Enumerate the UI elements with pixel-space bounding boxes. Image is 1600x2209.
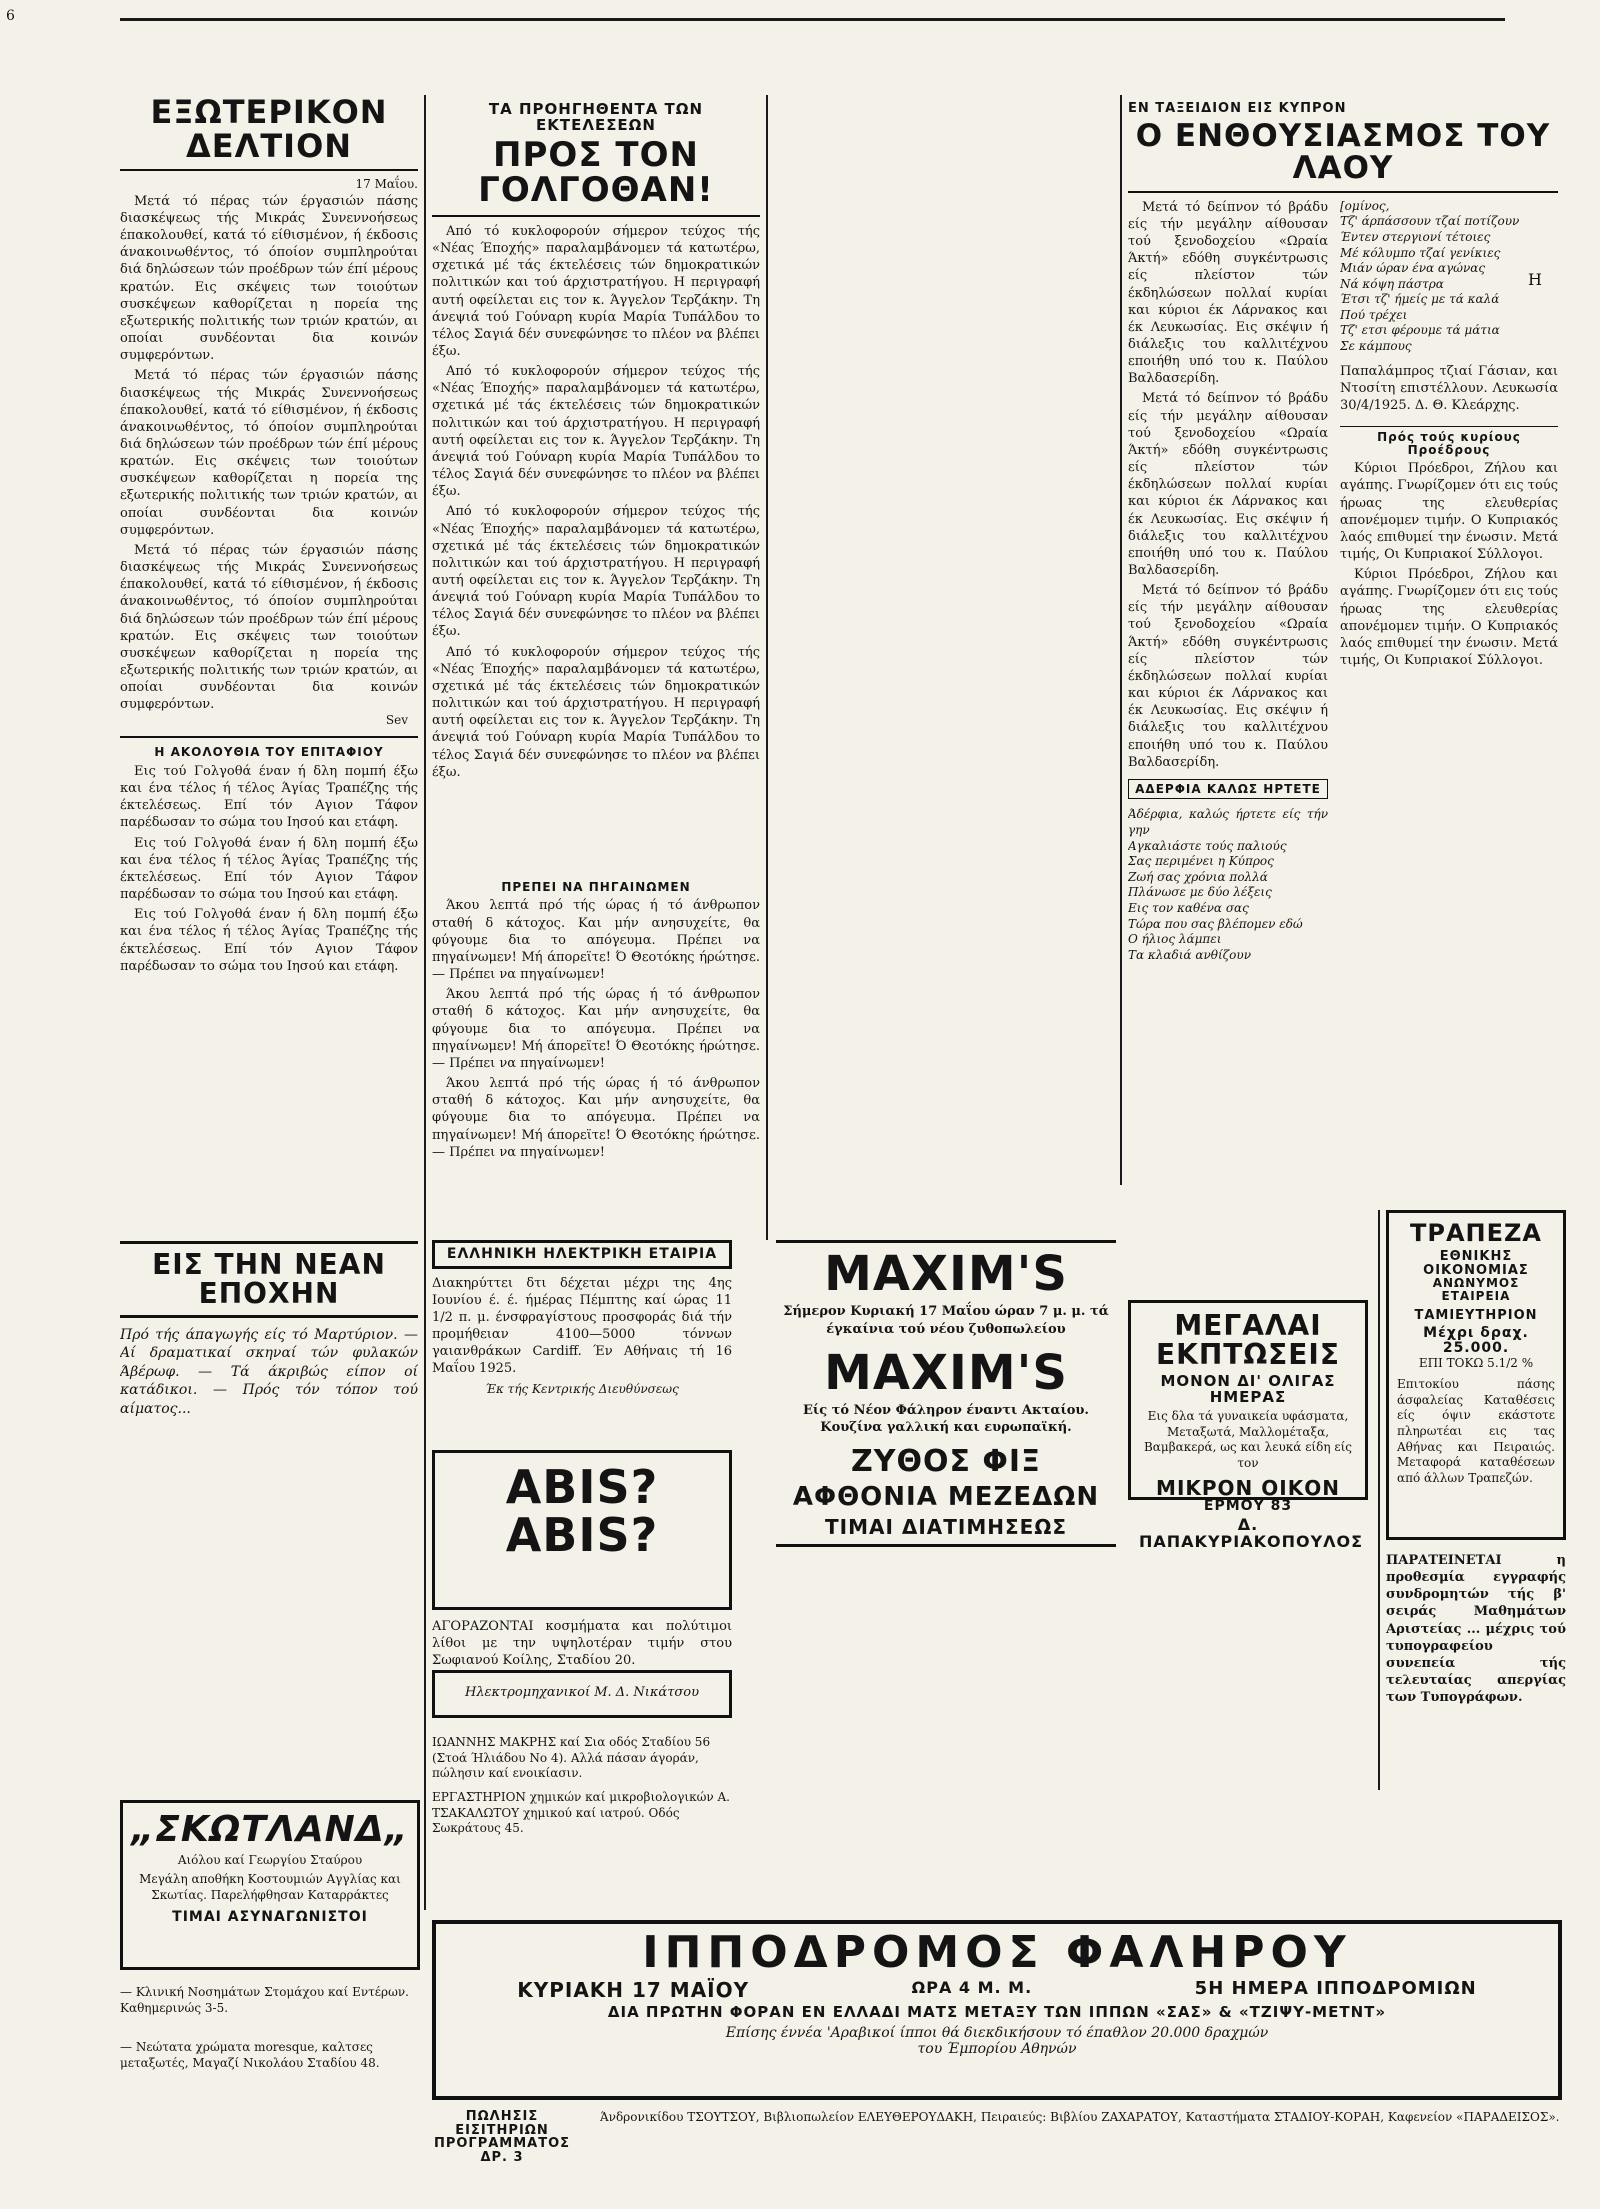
column-golgotha [432, 20, 760, 1240]
skotland-ad [120, 1800, 420, 1970]
verse-line: Τζ' ετσι φέρουμε τά μάτια [1340, 323, 1500, 338]
presidents-headline: Πρός τούς κυρίους Προέδρους [1340, 426, 1558, 456]
bulletin-paragraph: Μετά τό πέρας τών έργασιών πάσης διασκέψεως τής Μικράς Συνεννοήσεως έπακολουθεί, κατά τό είθισμένον, ή έκδοσις άνακοινωθέντος, τό όποίον συμπληρούται διά δηλώσεων τών προέδρων τών έπί μέρους κρατών. Εις σκέψεις των τοιούτων συσκέψεων καθορίζεται η πορεία της εξωτερικής πολιτικής των τριών κρατών, αι οποίαι συνδέονται δια κοινών συμφερόντων. [120, 368, 418, 538]
poem-line: Εις τον καθένα σας [1128, 901, 1249, 916]
skotland-title: „ΣΚΩΤΛΑΝΔ„ [131, 1809, 409, 1850]
epitaph-paragraph: Εις τού Γολγοθά έναν ή δλη πομπή έξω και ένα τέλος ή τέλος Άγίας Τραπέζης τής έκτελέσεως. Επί τόν Αγιον Τάφον παρέδωσαν το σώμα του Ιησού και ετάφη. [120, 907, 418, 974]
mikron-oikon: ΜΙΚΡΟΝ ΟΙΚΟΝ [1156, 1475, 1340, 1500]
bulletin-date: 17 Μαΐου. [355, 177, 418, 192]
discounts-subhead: ΜΟΝΟΝ ΔΙ' ΟΛΙΓΑΣ ΗΜΕΡΑΣ [1160, 1371, 1336, 1406]
must-go-headline: ΠΡΕΠΕΙ ΝΑ ΠΗΓΑΙΝΩΜΕΝ [501, 879, 691, 894]
page-mark-right: Η [1528, 270, 1542, 289]
new-era-headline: ΕΙΣ ΤΗΝ ΝΕΑΝ ΕΠΟΧΗΝ [120, 1241, 418, 1318]
stockings-ad: — Νεώτατα χρώματα moresque, καλτσες μεταξωτές, Μαγαζί Νικολάου Σταδίου 48. [120, 2040, 380, 2070]
foreign-bulletin-headline: ΕΞΩΤΕΡΙΚΟΝ ΔΕΛΤΙΟΝ [120, 96, 418, 171]
abis-line-2: ABIS? [505, 1508, 659, 1563]
papakyriakopoulos: Δ. ΠΑΠΑΚΥΡΙΑΚΟΠΟΥΛΟΣ [1139, 1515, 1364, 1552]
golgotha-headline: ΠΡΟΣ ΤΟΝ ΓΟΛΓΟΘΑΝ! [432, 138, 760, 217]
hippodrome-title: ΙΠΠΟΔΡΟΜΟΣ ΦΑΛΗΡΟΥ [642, 1927, 1352, 1978]
bank-headline: ΤΡΑΠΕΖΑ [1410, 1219, 1542, 1247]
poem-line: Άδέρφια, καλώς ήρτετε είς τήν γην [1128, 807, 1328, 838]
verse-line: Μιάν ώραν ένα αγώνας [1340, 261, 1486, 276]
cyprus-paragraph: Μετά τό δείπνον τό βράδυ είς τήν μεγάλην αίθουσαν τού ξενοδοχείου «Ωραία Άκτή» εδόθη συγκέντρωσις είς πλείστον τών έκδηλώσεων πολλαί κυρίαι και κύριοι έκ Λάρνακος και έκ Λευκωσίας. Εις σκέψιν ή διάλεξις του καλλιτέχνου εποιήθη υπό του κ. Παύλου Βαλδασερίδη. [1128, 391, 1328, 579]
electric-company-headline: ΕΛΛΗΝΙΚΗ ΗΛΕΚΤΡΙΚΗ ΕΤΑΙΡΙΑ [432, 1240, 732, 1269]
electro-engineer-ad: Ηλεκτρομηχανικοί Μ. Δ. Νικάτσου [432, 1670, 732, 1718]
verse-line: Έντεν στεργιονί τέτοιες [1340, 229, 1491, 244]
poem-line: Τώρα που σας βλέπομεν εδώ [1128, 916, 1303, 931]
presidents-body [1340, 460, 1558, 669]
page-mark-left: 6 [6, 8, 15, 24]
column-divider-3 [1120, 95, 1122, 1185]
cyprus-signoff: Παπαλάμπρος τζιαί Γάσιαν, και Ντοσίτη επιστέλλουν. Λευκωσία 30/4/1925. Δ. Θ. Κλεάρχης. [1340, 363, 1558, 413]
verse-line: Έτσι τζ' ήμείς με τά καλά [1340, 292, 1500, 307]
hippodrome-day: 5Η ΗΜΕΡΑ ΙΠΠΟΔΡΟΜΙΩΝ [1194, 1978, 1477, 2000]
welcome-poem [1128, 807, 1328, 963]
bank-ad [1386, 1210, 1566, 1540]
maxims-opening: Σήμερον Κυριακή 17 Μαΐου ώραν 7 μ. μ. τά έγκαίνια τού νέου ζυθοπωλείου [783, 1304, 1109, 1337]
verse-line: [ομίνος, [1340, 198, 1390, 213]
presidents-paragraph: Κύριοι Πρόεδροι, Ζήλου και αγάπης. Γνωρίζομεν ότι εις τούς ήρωας της ελευθερίας απονέμομεν τιμήν. Ο Κυπριακός λαός επιθυμεί την ένωσιν. Μετά τιμής, Οι Κυπριακοί Σύλλογοι. [1340, 567, 1558, 669]
ermou-address: ΕΡΜΟΥ 83 [1203, 1497, 1293, 1514]
electric-company-body: Διακηρύττει δτι δέχεται μέχρι της 4ης Ιουνίου έ. έ. ήμέρας Πέμπτης καί ώρας 11 1/2 π. μ. ένσφραγίστους προσφοράς διά τήν προμήθειαν 4100—5000 τόννων γαιανθράκων Cardiff. Έν Αθήναις τή 16 Μαΐου 1925. [432, 1275, 732, 1377]
verse-line: Νά κόψη πάστρα [1340, 276, 1444, 291]
must-go-paragraph: Άκου λεπτά πρό τής ώρας ή τό άνθρωπον σταθή δ κάτοχος. Και μήν ανησυχείτε, θα φύγουμε δια το απόγευμα. Πρέπει να πηγαίνωμεν! Μή άπορεϊτε! Ό Θεοτόκης ήρώτησε. — Πρέπει να πηγαίνωμεν! [432, 898, 760, 983]
golgotha-paragraph: Από τό κυκλοφορούν σήμερον τεύχος τής «Νέας Έποχής» παραλαμβάνομεν τά κατωτέρω, σχετικά μέ τάς έκτελέσεις τών δημοκρατικών πολιτικών και τού άρχιστρατήγου. Η περιγραφή αυτή οφείλεται εις τον κ. Άγγελον Τερζάκην. Τη άνεψιά τού Γούναρη κυρία Μαρία Τυπάλδου το τέλος Σαγιά δέν συνεφώνησε το πλέον να βλέπει έξω. [432, 644, 760, 780]
bank-interest: ΕΠΙ ΤΟΚΩ 5.1/2 % [1418, 1355, 1534, 1370]
must-go-body [432, 897, 760, 1240]
maxims-snacks: ΑΦΘΟΝΙΑ ΜΕΖΕΔΩΝ [792, 1481, 1100, 1512]
bank-body: Επιτοκίου πάσης άσφαλείας Καταθέσεις είς όψιν εκάστοτε πληρωτέαι εις τας Αθήνας και Πειραιώς. Μεταφορά καταθέσεων από άλλων Τραπεζών. [1397, 1377, 1555, 1485]
maxims-title-2: MAXIM'S [824, 1344, 1068, 1401]
bulletin-paragraph: Μετά τό πέρας τών έργασιών πάσης διασκέψεως τής Μικράς Συνεννοήσεως έπακολουθεί, κατά τό είθισμένον, ή έκδοσις άνακοινωθέντος, τό όποίον συμπληρούται διά δηλώσεων τών προέδρων τών έπί μέρους κρατών. Εις σκέψεις των τοιούτων συσκέψεων καθορίζεται η πορεία της εξωτερικής πολιτικής των τριών κρατών, αι οποίαι συνδέονται δια κοινών συμφερόντων. [120, 193, 418, 364]
subscription-notice: ΠΑΡΑΤΕΙΝΕΤΑΙ η προθεσμία εγγραφής συνδρομητών τής β' σειράς Μαθημάτων Αριστείας ... μέχρις τού τυπογραφείου συνεπεία τής τελευταίας απεργίας των Τυπογράφων. [1386, 1553, 1566, 1706]
column-divider-1 [424, 95, 426, 1910]
hippodrome-tickets [432, 2110, 572, 2165]
epitaph-headline: Η ΑΚΟΛΟΥΘΙΑ ΤΟΥ ΕΠΙΤΑΦΙΟΥ [154, 745, 384, 760]
column-cyprus [1128, 20, 1558, 1180]
savings-bank: ΤΑΜΙΕΥΤΗΡΙΟΝ [1414, 1307, 1538, 1323]
hippodrome-tickets-1: ΠΩΛΗΣΙΣ ΕΙΣΙΤΗΡΙΩΝ [455, 2109, 549, 2138]
clinic-ad: — Κλινική Νοσημάτων Στομάχου καί Εντέρων. Καθημερινώς 3-5. [120, 1985, 409, 2015]
maxims-prices: ΤΙΜΑΙ ΔΙΑΤΙΜΗΣΕΩΣ [776, 1517, 1116, 1547]
discounts-body: Εις δλα τά γυναικεία υφάσματα, Μεταξωτά, Μαλλομέταξα, Βαμβακερά, ως και λευκά είδη είς τον [1143, 1409, 1353, 1471]
discounts-headline: ΜΕΓΑΛΑΙ ΕΚΠΤΩΣΕΙΣ [1156, 1309, 1340, 1372]
electric-company-signature: Έκ τής Κεντρικής Διευθύνσεως [485, 1381, 679, 1396]
hippodrome-time: ΩΡΑ 4 Μ. Μ. [911, 1978, 1033, 1998]
epitaph-body [120, 763, 418, 1233]
column-foreign-bulletin [120, 20, 418, 1900]
hippodrome-tickets-2: ΠΡΟΓΡΑΜΜΑΤΟΣ ΔΡ. 3 [433, 2136, 571, 2165]
abis-body: ΑΓΟΡΑΖΟΝΤΑΙ κοσμήματα και πολύτιμοι λίθοι με την υψηλοτέραν τιμήν στου Σωφιανού Κοίλης, Σταδίου 20. [432, 1619, 732, 1669]
golgotha-body [432, 223, 760, 873]
poem-line: Σας περιμένει η Κύπρος [1128, 854, 1274, 869]
hippodrome-sellers: Άνδρονικίδου ΤΣΟΥΤΣΟΥ, Βιβλιοπωλείον ΕΛΕΥΘΕΡΟΥΔΑΚΗ, Πειραιεύς: Βιβλίου ΖΑΧΑΡΑΤΟΥ, Καταστήματα ΣΤΑΔΙΟΥ-ΚΟΡΑΗ, Καφενείον «ΠΑΡΑΔΕΙΣΟΣ». [600, 2110, 1560, 2124]
poem-line: Ο ήλιος λάμπει [1128, 932, 1222, 947]
cyprus-body-right [1340, 199, 1558, 1180]
new-era-body: Πρό τής άπαγωγής είς τό Μαρτύριον. — Αί δραματικαί σκηναί τών φυλακών Άβέρωφ. — Τά άκριβώς είπον οί κατάδικοι. — Πρός τόν τόπον τού αίματος... [120, 1326, 418, 1417]
bank-amount: Μέχρι δραχ. 25.000. [1423, 1325, 1529, 1356]
abis-line-1: ABIS? [505, 1460, 659, 1514]
cyprus-paragraph: Μετά τό δείπνον τό βράδυ είς τήν μεγάλην αίθουσαν τού ξενοδοχείου «Ωραία Άκτή» εδόθη συγκέντρωσις είς πλείστον τών έκδηλώσεων πολλαί κυρίαι και κύριοι έκ Λάρνακος και έκ Λευκωσίας. Εις σκέψιν ή διάλεξις του καλλιτέχνου εποιήθη υπό του κ. Παύλου Βαλδασερίδη. [1128, 583, 1328, 770]
cyprus-headline: Ο ΕΝΘΟΥΣΙΑΣΜΟΣ ΤΟΥ ΛΑΟΥ [1128, 120, 1558, 193]
verse-line: Πού τρέχει [1340, 307, 1408, 322]
poem-line: Ζωή σας χρόνια πολλά [1128, 869, 1268, 884]
verse-line: Σε κάμπους [1340, 339, 1412, 354]
bulletin-body [120, 193, 418, 713]
welcome-headline: ΑΔΕΡΦΙΑ ΚΑΛΩΣ ΗΡΤΕΤΕ [1128, 779, 1328, 800]
verse-line: Μέ κόλυμπο τζαί γενίκιες [1340, 245, 1501, 260]
abis-ad [432, 1450, 732, 1610]
poem-line: Πλάνωσε με δύο λέξεις [1128, 885, 1272, 900]
verse-line: Τζ' άρπάσσουν τζαί ποτίζουν [1340, 214, 1520, 229]
bank-company: ΑΝΩΝΥΜΟΣ ΕΤΑΙΡΕΙΑ [1432, 1276, 1520, 1304]
cyprus-paragraph: Μετά τό δείπνον τό βράδυ είς τήν μεγάλην αίθουσαν τού ξενοδοχείου «Ωραία Άκτή» εδόθη συγκέντρωσις είς πλείστον τών έκδηλώσεων πολλαί κυρίαι και κύριοι έκ Λάρνακος και έκ Λευκωσίας. Εις σκέψιν ή διάλεξις του καλλιτέχνου εποιήθη υπό του κ. Παύλου Βαλδασερίδη. [1128, 199, 1328, 387]
verse-block [1340, 199, 1558, 355]
maxims-beer: ΖΥΘΟΣ ΦΙΞ [850, 1444, 1042, 1480]
hippodrome-ad [432, 1920, 1562, 2100]
bulletin-paragraph: Μετά τό πέρας τών έργασιών πάσης διασκέψεως τής Μικράς Συνεννοήσεως έπακολουθεί, κατά τό είθισμένον, ή έκδοσις άνακοινωθέντος, τό όποίον συμπληρούται διά δηλώσεων τών προέδρων τών έπί μέρους κρατών. Εις σκέψεις των τοιούτων συσκέψεων καθορίζεται η πορεία της εξωτερικής πολιτικής των τριών κρατών, αι οποίαι συνδέονται δια κοινών συμφερόντων. [120, 542, 418, 713]
discounts-ad [1128, 1300, 1368, 1552]
cyprus-kicker: ΕΝ ΤΑΞΕΙΔΙΟΝ ΕΙΣ ΚΥΠΡΟΝ [1128, 101, 1347, 116]
epitaph-paragraph: Εις τού Γολγοθά έναν ή δλη πομπή έξω και ένα τέλος ή τέλος Άγίας Τραπέζης τής έκτελέσεως. Επί τόν Αγιον Τάφον παρέδωσαν το σώμα του Ιησού και ετάφη. [120, 763, 418, 831]
golgotha-paragraph: Από τό κυκλοφορούν σήμερον τεύχος τής «Νέας Έποχής» παραλαμβάνομεν τά κατωτέρω, σχετικά μέ τάς έκτελέσεις τών δημοκρατικών πολιτικών και τού άρχιστρατήγου. Η περιγραφή αυτή οφείλεται εις τον κ. Άγγελον Τερζάκην. Τη άνεψιά τού Γούναρη κυρία Μαρία Τυπάλδου το τέλος Σαγιά δέν συνεφώνησε το πλέον να βλέπει έξω. [432, 223, 760, 359]
epitaph-paragraph: Εις τού Γολγοθά έναν ή δλη πομπή έξω και ένα τέλος ή τέλος Άγίας Τραπέζης τής έκτελέσεως. Επί τόν Αγιον Τάφον παρέδωσαν το σώμα του Ιησού και ετάφη. [120, 835, 418, 903]
skotland-prices: ΤΙΜΑΙ ΑΣΥΝΑΓΩΝΙΣΤΟΙ [172, 1908, 368, 1925]
hippodrome-row [436, 1980, 1558, 2001]
lab-ad: ΕΡΓΑΣΤΗΡΙΟΝ χημικών καί μικροβιολογικών Α. ΤΣΑΚΑΛΩΤΟΥ χημικού καί ιατρού. Οδός Σωκράτους 45. [432, 1790, 730, 1836]
presidents-paragraph: Κύριοι Πρόεδροι, Ζήλου και αγάπης. Γνωρίζομεν ότι εις τούς ήρωας της ελευθερίας απονέμομεν τιμήν. Ο Κυπριακός λαός επιθυμεί την ένωσιν. Μετά τιμής, Οι Κυπριακοί Σύλλογοι. [1340, 461, 1558, 563]
poem-line: Αγκαλιάστε τούς παλιούς [1128, 838, 1287, 853]
golgotha-paragraph: Από τό κυκλοφορούν σήμερον τεύχος τής «Νέας Έποχής» παραλαμβάνομεν τά κατωτέρω, σχετικά μέ τάς έκτελέσεις τών δημοκρατικών πολιτικών και τού άρχιστρατήγου. Η περιγραφή αυτή οφείλεται εις τον κ. Άγγελον Τερζάκην. Τη άνεψιά τού Γούναρη κυρία Μαρία Τυπάλδου το τέλος Σαγιά δέν συνεφώνησε το πλέον να βλέπει έξω. [432, 364, 760, 500]
skotland-owners: Αιόλου καί Γεωργίου Σταύρου [177, 1852, 363, 1867]
makris-ad: ΙΩΑΝΝΗΣ ΜΑΚΡΗΣ καί Σια οδός Σταδίου 56 (Στοά Ήλιάδου Νο 4). Αλλά πάσαν άγοράν, πώλησιν καί ενοικίασιν. [432, 1735, 711, 1781]
maxims-location: Είς τό Νέον Φάληρον έναντι Ακταίου. Κουζίνα γαλλική και ευρωπαϊκή. [803, 1403, 1089, 1436]
hippodrome-extra-2: του Έμπορίου Αθηνών [917, 2040, 1077, 2057]
column-divider-2 [766, 95, 768, 1240]
hippodrome-date: ΚΥΡΙΑΚΗ 17 ΜΑΪΟΥ [517, 1978, 750, 2003]
golgotha-kicker: ΤΑ ΠΡΟΗΓΗΘΕΝΤΑ ΤΩΝ ΕΚΤΕΛΕΣΕΩΝ [488, 100, 704, 134]
maxims-title: MAXIM'S [776, 1240, 1116, 1299]
electric-company-ad [432, 1240, 732, 1440]
poem-line: Τα κλαδιά ανθίζουν [1128, 947, 1251, 962]
hippodrome-extra: Επίσης έννέα 'Αραβικοί ίπποι θά διεκδικήσουν τό έπαθλον 20.000 δραχμών [725, 2024, 1269, 2041]
column-divider-4 [1378, 1210, 1380, 1790]
must-go-paragraph: Άκου λεπτά πρό τής ώρας ή τό άνθρωπον σταθή δ κάτοχος. Και μήν ανησυχείτε, θα φύγουμε δια το απόγευμα. Πρέπει να πηγαίνωμεν! Μή άπορεϊτε! Ό Θεοτόκης ήρώτησε. — Πρέπει να πηγαίνωμεν! [432, 987, 760, 1071]
cyprus-body-left [1128, 199, 1328, 1180]
bank-name: ΕΘΝΙΚΗΣ ΟΙΚΟΝΟΜΙΑΣ [1423, 1249, 1529, 1278]
golgotha-paragraph: Από τό κυκλοφορούν σήμερον τεύχος τής «Νέας Έποχής» παραλαμβάνομεν τά κατωτέρω, σχετικά μέ τάς έκτελέσεις τών δημοκρατικών πολιτικών και τού άρχιστρατήγου. Η περιγραφή αυτή οφείλεται εις τον κ. Άγγελον Τερζάκην. Τη άνεψιά τού Γούναρη κυρία Μαρία Τυπάλδου το τέλος Σαγιά δέν συνεφώνησε το πλέον να βλέπει έξω. [432, 504, 760, 640]
must-go-paragraph: Άκου λεπτά πρό τής ώρας ή τό άνθρωπον σταθή δ κάτοχος. Και μήν ανησυχείτε, θα φύγουμε δια το απόγευμα. Πρέπει να πηγαίνωμεν! Μή άπορεϊτε! Ό Θεοτόκης ήρώτησε. — Πρέπει να πηγαίνωμεν! [432, 1076, 760, 1160]
bulletin-signature: Sev [385, 712, 408, 727]
hippodrome-first-time: ΔΙΑ ΠΡΩΤΗΝ ΦΟΡΑΝ ΕΝ ΕΛΛΑΔΙ ΜΑΤΣ ΜΕΤΑΞΥ ΤΩΝ ΙΠΠΩΝ «ΣΑΣ» & «ΤΖΙΨΥ-ΜΕΤΝΤ» [607, 2003, 1387, 2022]
maxims-ad [776, 1240, 1116, 1650]
skotland-body: Μεγάλη αποθήκη Κοστουμιών Αγγλίας και Σκωτίας. Παρελήφθησαν Καταρράκτες [139, 1872, 401, 1902]
